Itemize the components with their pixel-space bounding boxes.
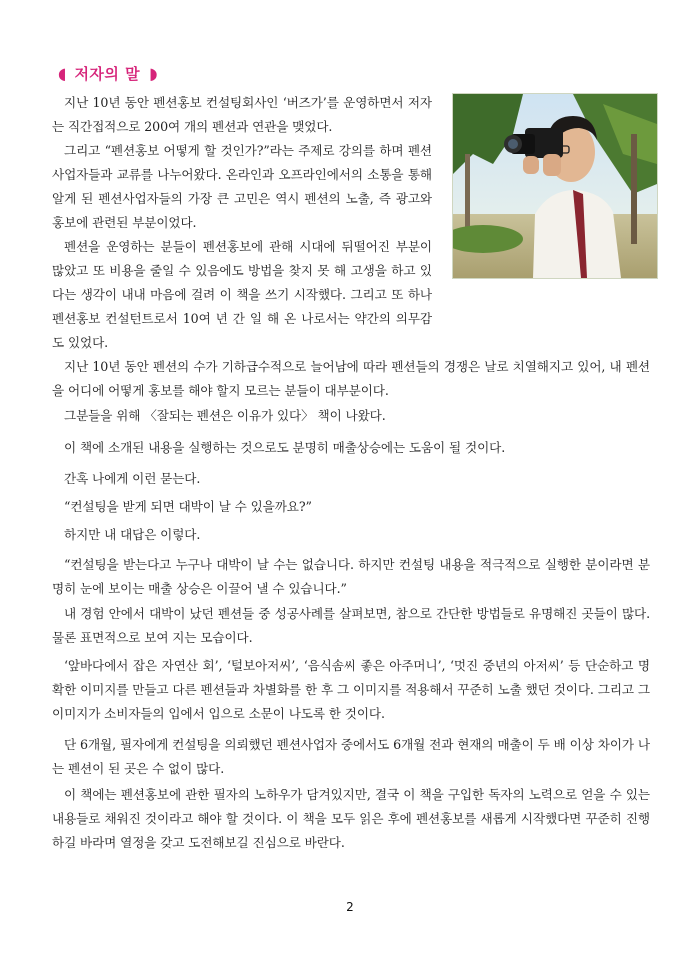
heading-bracket-left-icon: ◖ xyxy=(58,63,67,83)
paragraph: 이 책에 소개된 내용을 실행하는 것으로도 분명히 매출상승에는 도움이 될 것이다. xyxy=(64,440,506,455)
paragraph: 지난 10년 동안 펜션의 수가 기하급수적으로 늘어남에 따라 펜션들의 경쟁은 날로 치열해지고 있어, 내 펜션을 어디에 어떻게 홍보를 해야 할지 모르는 분들이 대부분이다. xyxy=(52,359,650,398)
paragraph: 이 책에는 펜션홍보에 관한 필자의 노하우가 담겨있지만, 결국 이 책을 구입한 독자의 노력으로 얻을 수 있는 내용들로 채워진 것이라고 해야 할 것이다. 이 책을 모두 읽은 후에 펜션홍보를 새롭게 시작했다면 꾸준히 진행하길 바라며 열정을 갖고 도전해보길 진심으로 바란다. xyxy=(52,787,650,850)
paragraph: ‘앞바다에서 잡은 자연산 회’, ‘털보아저씨’, ‘음식솜씨 좋은 아주머니’, ‘멋진 중년의 아저씨’ 등 단순하고 명확한 이미지를 만들고 다른 펜션들과 차별화를 한 후 그 이미지를 적용해서 꾸준히 노출 했던 것이다. 그리고 그 이미지가 소비자들의 입에서 입으로 소문이 나도록 한 것이다. xyxy=(52,658,650,721)
paragraph: 간혹 나에게 이런 묻는다. xyxy=(64,471,201,486)
paragraph: 하지만 내 대답은 이렇다. xyxy=(64,527,201,542)
paragraph: 펜션을 운영하는 분들이 펜션홍보에 관해 시대에 뒤떨어진 부분이 많았고 또 비용을 줄일 수 있음에도 방법을 찾지 못 해 고생을 하고 있다는 생각이 내내 마음에 걸려 이 책을 쓰기 시작했다. 그리고 또 하나 펜션홍보 컨설턴트로서 10여 년 간 일 해 온 나로서는 약간의 의무감도 있었다. xyxy=(52,239,432,350)
paragraph: 단 6개월, 필자에게 컨설팅을 의뢰했던 펜션사업자 중에서도 6개월 전과 현재의 매출이 두 배 이상 차이가 나는 펜션이 된 곳은 수 없이 많다. xyxy=(52,737,650,776)
section-title: 저자의 말 xyxy=(74,64,141,83)
paragraph: 내 경험 안에서 대박이 났던 펜션들 중 성공사례를 살펴보면, 참으로 간단한 방법들로 유명해진 곳들이 많다. 물론 표면적으로 보여 지는 모습이다. xyxy=(52,606,650,645)
paragraph: 지난 10년 동안 펜션홍보 컨설팅회사인 ‘버즈가’를 운영하면서 저자는 직간접적으로 200여 개의 펜션과 연관을 맺었다. xyxy=(52,95,432,134)
paragraph: “컨설팅을 받게 되면 대박이 날 수 있을까요?” xyxy=(64,499,312,514)
page-number: 2 xyxy=(346,900,354,914)
paragraph: “컨설팅을 받는다고 누구나 대박이 날 수는 없습니다. 하지만 컨설팅 내용을 적극적으로 실행한 분이라면 분명히 눈에 보이는 매출 상승은 이끌어 낼 수 있습니다.” xyxy=(52,557,650,596)
photographer-with-camera-image xyxy=(453,94,657,278)
paragraph: 그리고 “펜션홍보 어떻게 할 것인가?”라는 주제로 강의를 하며 펜션사업자들과 교류를 나누어왔다. 온라인과 오프라인에서의 소통을 통해 알게 된 펜션사업자들의 가장 큰 고민은 역시 펜션의 노출, 즉 광고와 홍보에 관련된 부분이었다. xyxy=(52,143,432,230)
author-photo xyxy=(452,93,658,279)
section-heading xyxy=(58,62,158,84)
paragraph: 그분들을 위해 〈잘되는 펜션은 이유가 있다〉 책이 나왔다. xyxy=(64,408,386,423)
heading-bracket-right-icon: ◗ xyxy=(149,63,158,83)
